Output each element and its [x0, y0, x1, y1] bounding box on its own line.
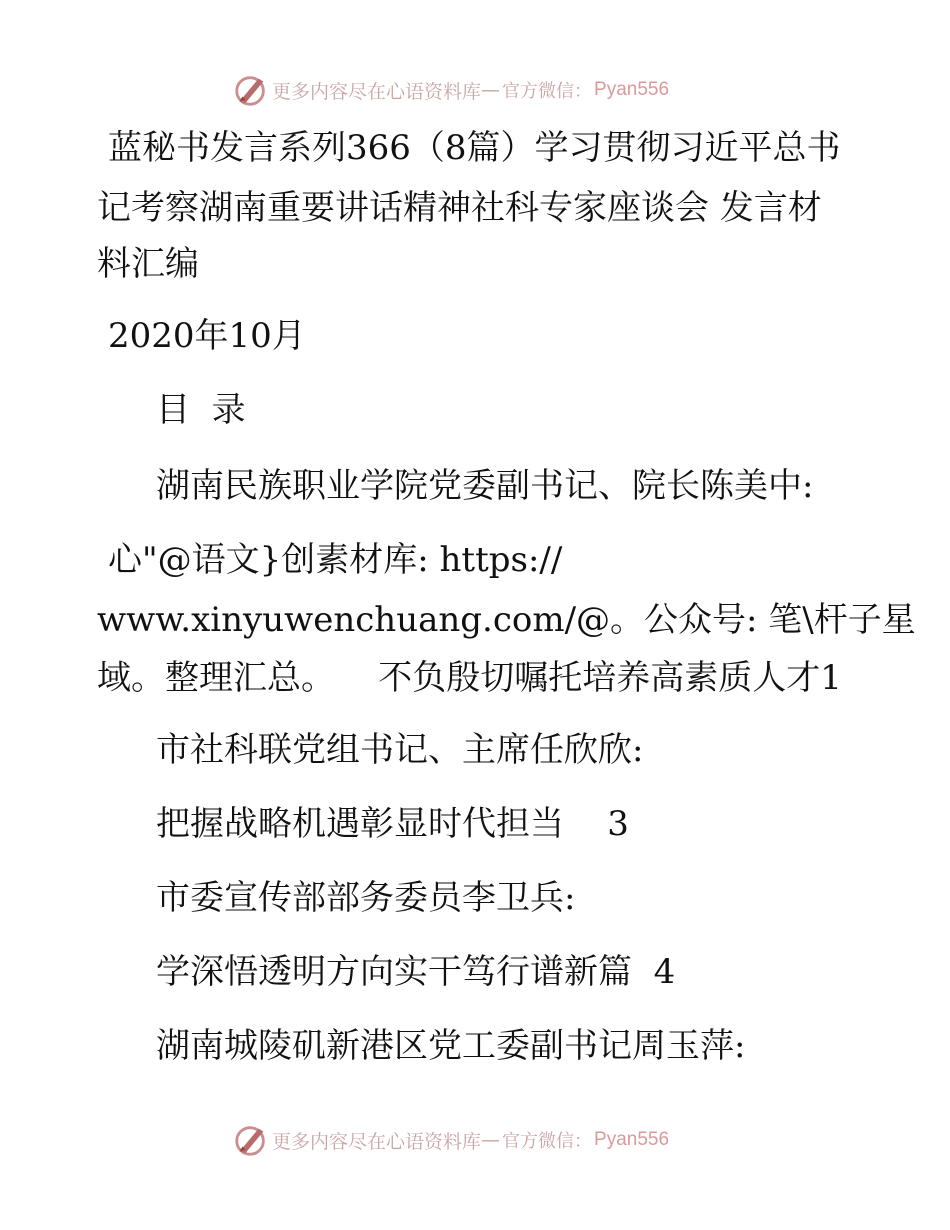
banner-dash: —: [481, 79, 501, 101]
header-watermark-banner: [232, 70, 669, 110]
toc-entry: 湖南民族职业学院党委副书记、院长陈美中:: [156, 466, 814, 506]
wechat-id: Pyan556: [594, 79, 670, 100]
toc-entry: 域。整理汇总。 不负殷切嘱托培养高素质人才1: [97, 658, 842, 698]
wechat-label: 官方微信：: [502, 1131, 593, 1152]
promo-text: 更多内容尽在心语资料库: [272, 1130, 482, 1153]
footer-watermark-banner: [232, 1120, 669, 1160]
wechat-label: 官方微信：: [502, 81, 593, 102]
toc-heading: 目 录: [156, 390, 246, 430]
document-title-line-1: 蓝秘书发言系列366（8篇）学习贯彻习近平总书: [108, 128, 841, 168]
promo-text: 更多内容尽在心语资料库: [272, 80, 482, 103]
pen-logo-icon: [232, 71, 270, 109]
document-title-line-2: 记考察湖南重要讲话精神社科专家座谈会 发言材: [97, 188, 822, 228]
toc-entry: 把握战略机遇彰显时代担当 3: [156, 804, 629, 844]
pen-logo-icon: [232, 1121, 270, 1159]
toc-entry: www.xinyuwenchuang.com/@。公众号: 笔\杆子星: [97, 600, 916, 640]
toc-entry: 心"@语文}创素材库: https://: [108, 540, 563, 580]
toc-entry: 学深悟透明方向实干笃行谱新篇 4: [156, 952, 676, 992]
document-title-line-3: 料汇编: [97, 244, 199, 284]
document-date: 2020年10月: [108, 316, 306, 356]
banner-dash: —: [481, 1129, 501, 1151]
toc-entry: 湖南城陵矶新港区党工委副书记周玉萍:: [156, 1026, 746, 1066]
wechat-id: Pyan556: [594, 1129, 670, 1150]
toc-entry: 市委宣传部部务委员李卫兵:: [156, 878, 576, 918]
toc-entry: 市社科联党组书记、主席任欣欣:: [156, 730, 644, 770]
